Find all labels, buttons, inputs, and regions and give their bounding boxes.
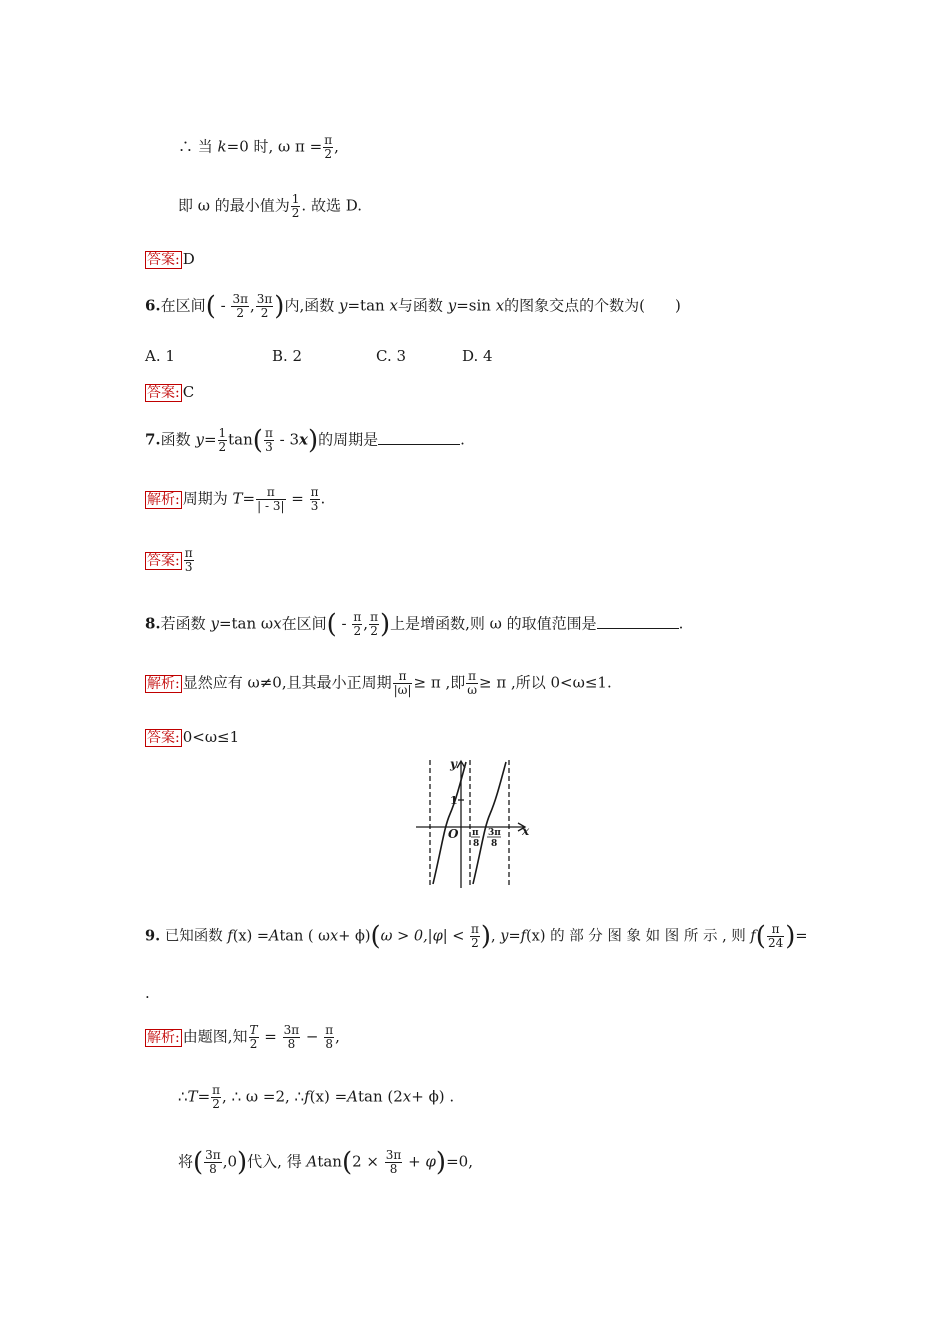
question-9-blank-line: . <box>145 984 150 1002</box>
fraction: $\frac{\pi}{3}$ <box>310 485 319 513</box>
fraction: $\frac{3\pi}{8}$ <box>385 1148 402 1176</box>
answer-7 <box>145 547 195 574</box>
question-8: 8.若函数 y=tan ωx在区间( - $\frac{\pi}{2}$ , $\frac{\pi}{2}$ )上是增函数,则 ω 的取值范围是 . <box>145 609 684 640</box>
question-7: 7.函数 y= $\frac{1}{2}$ tan( $\frac{\pi}{3}$ - 3x)的周期是 . <box>145 425 465 456</box>
fraction: $\frac{1}{2}$ <box>218 426 227 454</box>
fraction: $\frac{\pi}{|\omega|}$ <box>393 669 412 697</box>
fraction: $\frac{\pi}{3}$ <box>264 426 273 454</box>
option-d: D. 4 <box>462 347 493 365</box>
fraction: $\frac{\pi}{3}$ <box>184 546 193 574</box>
answer-blank[interactable] <box>378 430 460 445</box>
fraction: $\frac{T}{2}$ <box>249 1023 258 1051</box>
origin-label: O <box>448 827 459 841</box>
fraction: $\frac{\pi}{2}$ <box>324 133 333 161</box>
fraction: $\frac{\pi}{2}$ <box>353 610 362 638</box>
answer-tag: 答案: <box>147 252 180 268</box>
answer-tag: 答案: <box>147 552 180 569</box>
solution-tag: 解析: <box>147 675 180 692</box>
answer-8: 答案: 0<ω≤1 <box>147 728 240 746</box>
fraction: $\frac{3\pi}{2}$ <box>232 292 248 320</box>
option-b: B. 2 <box>272 347 303 365</box>
answer-6: 答案: C <box>147 383 195 401</box>
step-line-substitute: 将( $\frac{3\pi}{8}$ ,0)代入, 得 Atan(2 × $\frac{3\pi}{8}$ + φ)=0, <box>178 1147 473 1178</box>
solution-tag: 解析: <box>147 491 180 508</box>
fraction: $\frac{\pi}{| - 3|}$ <box>257 485 285 513</box>
fraction: $\frac{\pi}{\omega}$ <box>467 669 478 697</box>
fraction: $\frac{3\pi}{2}$ <box>256 292 273 320</box>
fraction: $\frac{\pi}{24}$ <box>767 922 784 950</box>
fraction: $\frac{3\pi}{8}$ <box>205 1148 221 1176</box>
x-tick-label-3pi8-num: 3π <box>488 828 501 838</box>
answer-tag: 答案: <box>147 730 180 746</box>
step-line-min-omega: 即 ω 的最小值为 $\frac{1}{2}$ . 故选 D. <box>178 192 362 220</box>
x-tick-label-pi8-den: 8 <box>473 839 480 849</box>
question-9: 9. 已知函数 f(x) =Atan ( ωx+ ϕ)(ω > 0,|φ| < $\frac{\pi}{2}$ ), y=f(x) 的 部 分 图 象 如 图 所 示 , 则 f( $\frac{\pi}{24}$ )= <box>145 921 808 952</box>
solution-8: 解析: 显然应有 ω≠0,且其最小正周期 $\frac{\pi}{|\omega|}$ ≥ π ,即 $\frac{\pi}{\omega}$ ≥ π ,所以 0<ω≤1. <box>147 669 612 697</box>
step-line-k0: ∴ 当 k=0 时, ω π = $\frac{\pi}{2}$ , <box>178 133 339 161</box>
step-line-period: ∴T= $\frac{\pi}{2}$ , ∴ ω =2, ∴f(x) =Atan (2x+ ϕ) . <box>178 1083 455 1111</box>
fraction: $\frac{\pi}{2}$ <box>212 1083 221 1111</box>
option-a: A. 1 <box>145 347 175 365</box>
question-6: 6.在区间( - $\frac{3\pi}{2}$ , $\frac{3\pi}{2}$ )内,函数 y=tan x与函数 y=sin x的图象交点的个数为( ) <box>145 291 681 322</box>
tan-curve-2 <box>473 762 506 884</box>
fraction: $\frac{3\pi}{8}$ <box>283 1023 300 1051</box>
solution-7: 解析: 周期为 T= $\frac{\pi}{| - 3|}$ = $\frac{\pi}{3}$ . <box>147 485 326 513</box>
solution-tag: 解析: <box>147 1029 180 1046</box>
y-axis-label: y <box>450 757 457 771</box>
answer-tag: 答案: <box>147 385 180 401</box>
answer-5: 答案: D <box>147 250 195 268</box>
answer-blank[interactable] <box>597 614 679 629</box>
fraction: $\frac{1}{2}$ <box>291 192 300 220</box>
x-axis-label: x <box>522 824 530 838</box>
option-c: C. 3 <box>376 347 407 365</box>
tangent-graph <box>412 756 538 890</box>
x-tick-label-pi8-num: π <box>472 828 479 838</box>
fraction: $\frac{\pi}{2}$ <box>470 922 479 950</box>
y-tick-label-1: 1 <box>450 794 458 807</box>
x-tick-label-3pi8-den: 8 <box>491 839 498 849</box>
solution-9: 解析: 由题图,知 $\frac{T}{2}$ = $\frac{3\pi}{8}$ − $\frac{\pi}{8}$ , <box>147 1023 340 1051</box>
fraction: $\frac{\pi}{8}$ <box>325 1023 334 1051</box>
fraction: $\frac{\pi}{2}$ <box>370 610 378 638</box>
